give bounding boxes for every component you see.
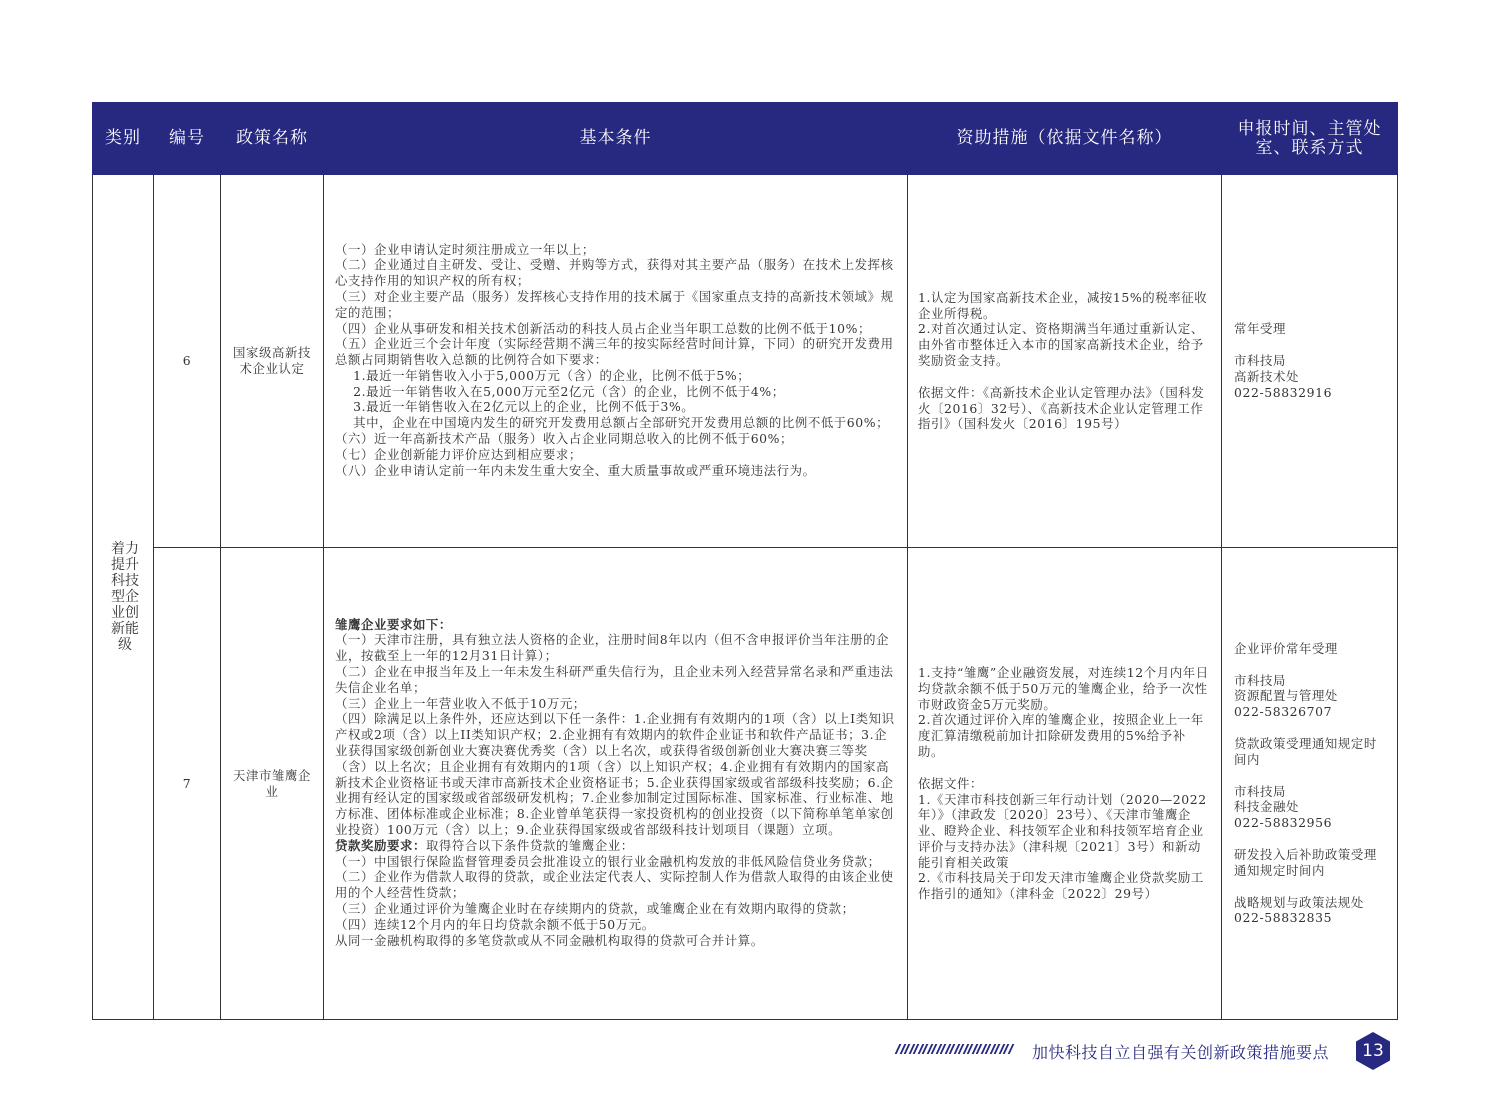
header-policy-name: 政策名称 [221, 103, 324, 175]
condition-line: （八）企业申请认定前一年内未发生重大安全、重大质量事故或严重环境违法行为。 [335, 462, 816, 478]
aid-line: 1.认定为国家高新技术企业，减按15%的税率征收企业所得税。 [918, 289, 1208, 321]
contact-spacer [1234, 879, 1387, 895]
contact-spacer [1234, 831, 1387, 847]
aid-line: 2.对首次通过认定、资格期满当年通过重新认定、由外省市整体迁入本市的国家高新技术企业，给予奖励资金支持。 [918, 321, 1204, 368]
contact-spacer [1234, 720, 1387, 736]
aid-line: 依据文件：《高新技术企业认定管理办法》（国科发火〔2016〕32号）、《高新技术企业认定管理工作指引》（国科发火〔2016〕195号） [918, 384, 1205, 432]
contact-line: 高新技术处 [1234, 369, 1299, 384]
header-aid: 资助措施（依据文件名称） [908, 103, 1222, 175]
contact-cell [1222, 175, 1398, 548]
condition-line: （二）企业作为借款人取得的贷款，或企业法定代表人、实际控制人作为借款人取得的由该企业使用的个人经营性贷款； [335, 869, 894, 901]
condition-line: （一）企业申请认定时须注册成立一年以上； [335, 241, 595, 257]
header-row [93, 103, 1398, 175]
aid-spacer [918, 369, 1211, 385]
condition-line: 2.最近一年销售收入在5,000万元至2亿元（含）的企业，比例不低于4%； [335, 383, 785, 399]
condition-line: （四）除满足以上条件外，还应达到以下任一条件：1.企业拥有有效期内的1项（含）以上I类知识产权或2项（含）以上II类知识产权；2.企业拥有有效期内的软件企业证书和软件产品证书；3.企业获得国家级创新创业大赛决赛优秀奖（含）以上名次，或获得省级创新创业大赛决赛三等奖（含）以上名次；且企业拥有有效期内的1项（含）以上知识产权；4.企业拥有有效期内的国家高新技术企业资格证书或天津市高新技术企业资格证书；5.企业获得国家级或省部级科技奖励；6.企业拥有经认定的国家级或省部级研发机构；7.企业参加制定过国际标准、国家标准、行业标准、地方标准、团体标准或企业标准；8.企业曾单笔获得一家投资机构的创业投资（以下简称单笔单家创业投资）100万元（含）以上；9.企业获得国家级或省部级科技计划项目（课题）立项。 [335, 711, 895, 837]
condition-line: （三）企业上一年营业收入不低于10万元； [335, 695, 586, 711]
category-label: 着力提升科技型企业创新能级 [111, 541, 139, 653]
page-number: 13 [1362, 1041, 1384, 1061]
condition-line: （一）天津市注册，具有独立法人资格的企业，注册时间8年以内（但不含申报评价当年注册的企业，按截至上一年的12月31日计算）； [335, 632, 890, 664]
condition-heading-rest: 取得符合以下条件贷款的雏鹰企业： [425, 837, 634, 853]
condition-line: （三）对企业主要产品（服务）发挥核心支持作用的技术属于《国家重点支持的高新技术领域》规定的范围； [335, 288, 894, 320]
contact-line: 022-58326707 [1234, 704, 1333, 720]
footer-stripes-decoration [897, 1044, 1017, 1056]
contact-line: 战略规划与政策法规处 [1234, 894, 1364, 910]
row-number: 6 [154, 175, 221, 548]
category-cell [93, 175, 154, 1020]
header-category: 类别 [93, 103, 154, 175]
contact-line: 科技金融处 [1234, 799, 1299, 815]
contact-line: 研发投入后补助政策受理通知规定时间内 [1234, 846, 1377, 878]
condition-line: 1.最近一年销售收入小于5,000万元（含）的企业，比例不低于5%； [335, 367, 751, 383]
contact-line: 022-58832916 [1234, 384, 1333, 400]
policy-table [92, 102, 1398, 1020]
contact-line: 市科技局 [1234, 672, 1286, 688]
conditions-cell [324, 548, 908, 1020]
condition-line [335, 838, 898, 854]
contact-line: 资源配置与管理处 [1234, 688, 1338, 704]
aid-line: 2.《市科技局关于印发天津市雏鹰企业贷款奖励工作指引的通知》（津科金〔2022〕29号） [918, 870, 1204, 902]
aid-line: 1.《天津市科技创新三年行动计划（2020—2022年）》（津政发〔2020〕23号）、《天津市雏鹰企业、瞪羚企业、科技领军企业和科技领军培育企业评价与支持办法》（津科规〔2021〕3号）和新动能引育相关政策 [918, 791, 1207, 870]
aid-cell [908, 548, 1222, 1020]
condition-line: （四）连续12个月内的年日均贷款余额不低于50万元。 [335, 916, 655, 932]
aid-cell [908, 175, 1222, 548]
table-row [93, 548, 1398, 1020]
condition-line: （六）近一年高新技术产品（服务）收入占企业同期总收入的比例不低于60%； [335, 431, 794, 447]
contact-line: 市科技局 [1234, 353, 1286, 369]
condition-line: （七）企业创新能力评价应达到相应要求； [335, 446, 582, 462]
table-row [93, 175, 1398, 548]
contact-spacer [1234, 768, 1387, 784]
policy-name: 天津市雏鹰企业 [221, 548, 324, 1020]
condition-line: 3.最近一年销售收入在2亿元以上的企业，比例不低于3%。 [335, 399, 695, 415]
condition-heading: 贷款奖励要求： [335, 837, 426, 853]
condition-line: （一）中国银行保险监督管理委员会批准设立的银行业金融机构发放的非低风险信贷业务贷款； [335, 853, 881, 869]
row-number: 7 [154, 548, 221, 1020]
aid-line: 2.首次通过评价入库的雏鹰企业，按照企业上一年度汇算清缴税前加计扣除研发费用的5%给予补助。 [918, 712, 1204, 759]
condition-line: （三）企业通过评价为雏鹰企业时在存续期内的贷款，或雏鹰企业在有效期内取得的贷款； [335, 900, 855, 916]
condition-line: （四）企业从事研发和相关技术创新活动的科技人员占企业当年职工总数的比例不低于10%； [335, 320, 871, 336]
aid-spacer [918, 760, 1211, 776]
footer-title: 加快科技自立自强有关创新政策措施要点 [1032, 1043, 1330, 1062]
aid-line: 依据文件： [918, 775, 983, 791]
contact-line: 022-58832956 [1234, 815, 1333, 831]
condition-line: （二）企业在申报当年及上一年未发生科研严重失信行为，且企业未列入经营异常名录和严重违法失信企业名单； [335, 664, 894, 695]
header-contact: 申报时间、主管处室、联系方式 [1222, 103, 1398, 175]
contact-line: 企业评价常年受理 [1234, 640, 1338, 656]
condition-line: 从同一金融机构取得的多笔贷款或从不同金融机构取得的贷款可合并计算。 [335, 932, 764, 948]
contact-line: 常年受理 [1234, 321, 1286, 337]
aid-line: 1.支持“雏鹰”企业融资发展，对连续12个月内年日均贷款余额不低于50万元的雏鹰企业，给予一次性市财政资金5万元奖励。 [918, 664, 1209, 712]
condition-line: （五）企业近三个会计年度（实际经营期不满三年的按实际经营时间计算，下同）的研究开发费用总额占同期销售收入总额的比例符合如下要求： [335, 336, 894, 368]
condition-line: （二）企业通过自主研发、受让、受赠、并购等方式，获得对其主要产品（服务）在技术上发挥核心支持作用的知识产权的所有权； [335, 257, 894, 289]
contact-line: 贷款政策受理通知规定时间内 [1234, 736, 1377, 767]
contact-line: 022-58832835 [1234, 910, 1333, 926]
condition-line: 其中，企业在中国境内发生的研究开发费用总额占全部研究开发费用总额的比例不低于60%； [335, 415, 890, 431]
policy-name: 国家级高新技术企业认定 [221, 175, 324, 548]
header-conditions: 基本条件 [324, 103, 908, 175]
contact-spacer [1234, 337, 1387, 353]
contact-spacer [1234, 657, 1387, 673]
contact-cell [1222, 548, 1398, 1020]
conditions-cell [324, 175, 908, 548]
header-number: 编号 [154, 103, 221, 175]
contact-line: 市科技局 [1234, 783, 1286, 799]
condition-heading: 雏鹰企业要求如下： [335, 616, 452, 632]
